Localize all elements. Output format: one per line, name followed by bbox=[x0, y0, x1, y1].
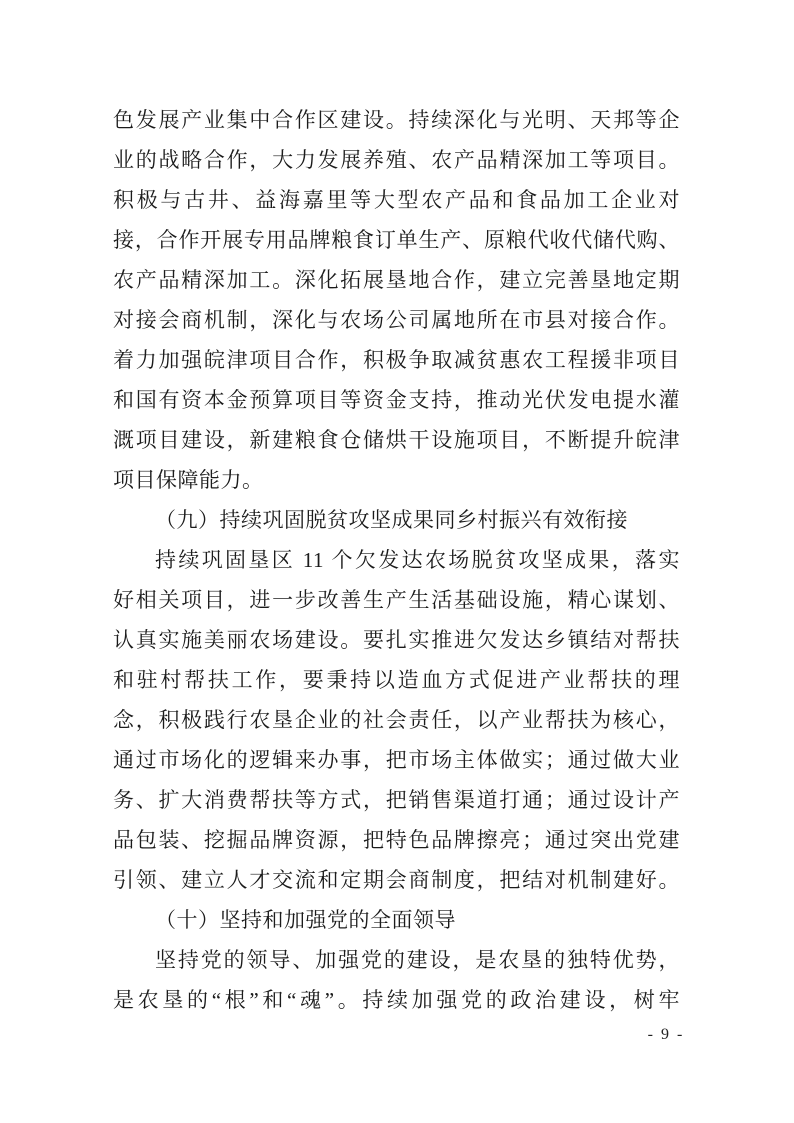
body-line: 农产品精深加工。深化拓展垦地合作，建立完善垦地定期 bbox=[113, 268, 680, 292]
section-heading-10: （十）坚持和加强党的全面领导 bbox=[155, 908, 456, 932]
body-line: 好相关项目，进一步改善生产生活基础设施，精心谋划、 bbox=[113, 588, 680, 612]
body-line: 业的战略合作，大力发展养殖、农产品精深加工等项目。 bbox=[113, 148, 680, 172]
body-line: 接，合作开展专用品牌粮食订单生产、原粮代收代储代购、 bbox=[113, 228, 680, 252]
body-line: 认真实施美丽农场建设。要扎实推进欠发达乡镇结对帮扶 bbox=[113, 628, 680, 652]
body-line: 色发展产业集中合作区建设。持续深化与光明、天邦等企 bbox=[113, 108, 680, 132]
body-line: 念，积极践行农垦企业的社会责任，以产业帮扶为核心， bbox=[113, 708, 680, 732]
body-line: 对接会商机制，深化与农场公司属地所在市县对接合作。 bbox=[113, 308, 680, 332]
body-line: 通过市场化的逻辑来办事，把市场主体做实；通过做大业 bbox=[113, 748, 680, 772]
document-body bbox=[113, 100, 680, 1020]
body-line: 溉项目建设，新建粮食仓储烘干设施项目，不断提升皖津 bbox=[113, 428, 680, 452]
section-heading-9: （九）持续巩固脱贫攻坚成果同乡村振兴有效衔接 bbox=[155, 508, 628, 532]
body-line: 引领、建立人才交流和定期会商制度，把结对机制建好。 bbox=[113, 868, 680, 892]
body-line: 和国有资本金预算项目等资金支持，推动光伏发电提水灌 bbox=[113, 388, 680, 412]
body-line: 务、扩大消费帮扶等方式，把销售渠道打通；通过设计产 bbox=[113, 788, 680, 812]
paragraph-end-line: 项目保障能力。 bbox=[113, 468, 264, 492]
body-line: 品包装、挖掘品牌资源，把特色品牌擦亮；通过突出党建 bbox=[113, 828, 680, 852]
body-line: 积极与古井、益海嘉里等大型农产品和食品加工企业对 bbox=[113, 188, 680, 212]
paragraph-first-line: 持续巩固垦区 11 个欠发达农场脱贫攻坚成果，落实 bbox=[155, 548, 680, 572]
body-line: 和驻村帮扶工作，要秉持以造血方式促进产业帮扶的理 bbox=[113, 668, 680, 692]
paragraph-first-line: 坚持党的领导、加强党的建设，是农垦的独特优势， bbox=[155, 948, 680, 972]
body-line: 着力加强皖津项目合作，积极争取减贫惠农工程援非项目 bbox=[113, 348, 680, 372]
body-line: 是农垦的“根”和“魂”。持续加强党的政治建设，树牢 bbox=[113, 988, 680, 1012]
page-number: - 9 - bbox=[647, 1026, 685, 1043]
